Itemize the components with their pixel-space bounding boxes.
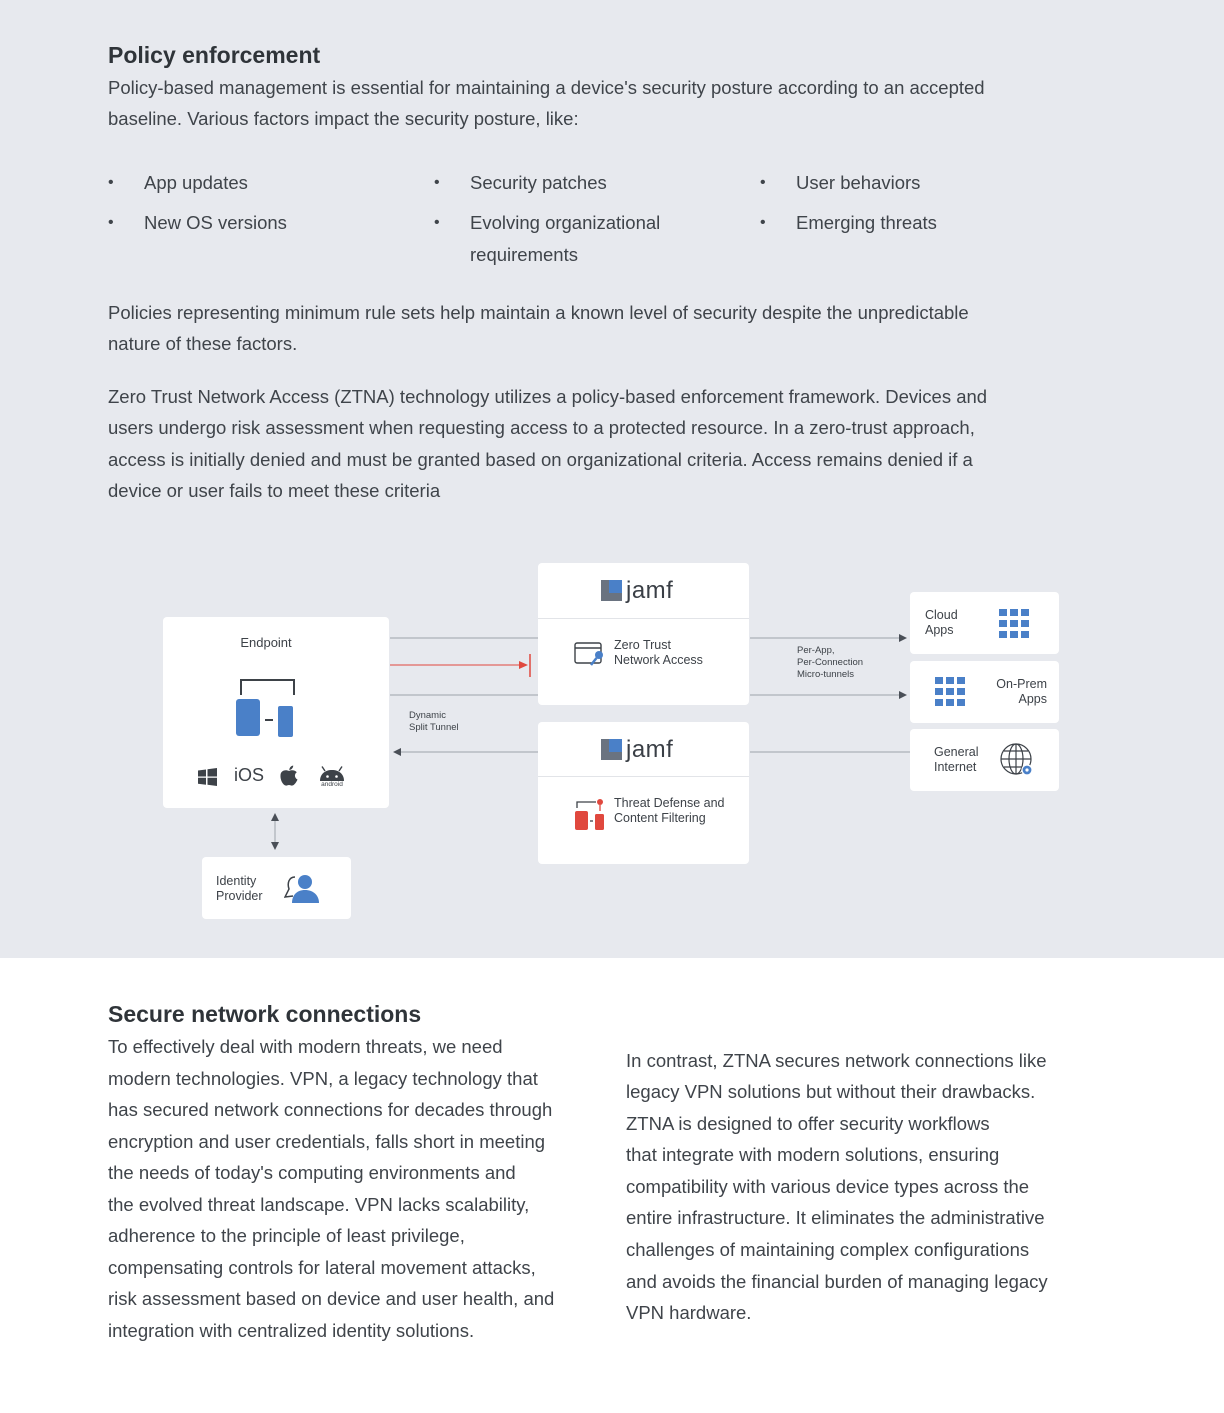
arrow-head-up: [271, 813, 279, 821]
bullet-glyph: •: [434, 214, 440, 231]
endpoint-label: Endpoint: [240, 635, 292, 650]
jamf-logo-icon: [601, 739, 622, 760]
secure-left-line: To effectively deal with modern threats, we need: [108, 1036, 503, 1057]
bullet-glyph: •: [760, 174, 766, 191]
jamf-logo-icon: [601, 580, 622, 601]
secure-left-line: encryption and user credentials, falls short in meeting: [108, 1131, 546, 1152]
jamf-threat-box: [538, 722, 749, 864]
ztna-label-line2: Network Access: [614, 653, 703, 667]
secure-right-line: VPN hardware.: [626, 1302, 752, 1323]
secure-left-line: modern technologies. VPN, a legacy technology that: [108, 1068, 538, 1089]
blocked-connection: [390, 654, 530, 677]
ios-label: iOS: [234, 765, 265, 785]
secure-right-line: challenges of maintaining complex configurations: [626, 1239, 1030, 1260]
bullet-text: User behaviors: [796, 172, 921, 193]
secure-right-line: that integrate with modern solutions, ensuring: [626, 1144, 1000, 1165]
policy-para2-line2: nature of these factors.: [108, 333, 298, 354]
microtunnel-label-line1: Per-App,: [797, 645, 835, 656]
globe-icon: [999, 742, 1035, 778]
secure-heading: Secure network connections: [108, 1001, 422, 1027]
ztna-key-icon: [574, 642, 606, 668]
android-label: android: [321, 781, 343, 788]
threat-label-line2: Content Filtering: [614, 811, 706, 825]
secure-left-line: has secured network connections for decades through: [108, 1099, 553, 1120]
secure-right-line: legacy VPN solutions but without their drawbacks.: [626, 1081, 1036, 1102]
microtunnel-label-line2: Per-Connection: [797, 657, 864, 668]
identity-label-line1: Identity: [216, 874, 257, 888]
ztna-label-line1: Zero Trust: [614, 638, 671, 652]
onprem-apps-box: [910, 661, 1059, 723]
bullet-text-cont: requirements: [470, 244, 578, 265]
secure-left-line: adherence to the principle of least privilege,: [108, 1225, 465, 1246]
cloud-label-line2: Apps: [925, 623, 954, 637]
policy-para3-line4: device or user fails to meet these criteria: [108, 480, 441, 501]
arrow-head-down: [271, 842, 279, 850]
bullet-glyph: •: [108, 214, 114, 231]
bullet-text: Security patches: [470, 172, 607, 193]
cloud-apps-grid-icon: [999, 609, 1031, 641]
bullet-glyph: •: [760, 214, 766, 231]
secure-right-line: and avoids the financial burden of managing legacy: [626, 1271, 1048, 1292]
secure-right-line: entire infrastructure. It eliminates the administrative: [626, 1207, 1045, 1228]
arrow-head-right: [899, 691, 907, 699]
identity-label-line2: Provider: [216, 889, 263, 903]
secure-left-line: risk assessment based on device and user health, and: [108, 1288, 555, 1309]
onprem-label-line2: Apps: [1018, 692, 1047, 706]
secure-left-line: compensating controls for lateral movement attacks,: [108, 1257, 536, 1278]
internet-label-line2: Internet: [934, 760, 977, 774]
internet-label-line1: General: [934, 745, 979, 759]
microtunnel-label-line3: Micro-tunnels: [797, 669, 855, 680]
box-divider: [538, 776, 749, 777]
user-icon: [284, 873, 322, 905]
jamf-ztna-box: [538, 563, 749, 705]
secure-right-line: compatibility with various device types across the: [626, 1176, 1030, 1197]
bullet-glyph: •: [434, 174, 440, 191]
bullet-text: New OS versions: [144, 212, 287, 233]
bullet-text: App updates: [144, 172, 248, 193]
apple-icon: [279, 765, 299, 787]
jamf-brand: jamf: [626, 736, 674, 763]
cloud-apps-box: [910, 592, 1059, 654]
arrow-head-left: [393, 748, 401, 756]
tunnel-label-line2: Split Tunnel: [409, 722, 459, 733]
policy-para3-line1: Zero Trust Network Access (ZTNA) technology utilizes a policy-based enforcement framework. Devices and: [108, 386, 988, 407]
bullet-text: Evolving organizational: [470, 212, 661, 233]
secure-left-line: integration with centralized identity solutions.: [108, 1320, 475, 1341]
secure-right-line: In contrast, ZTNA secures network connections like: [626, 1050, 1047, 1071]
windows-icon: [198, 768, 217, 786]
secure-left-line: the needs of today's computing environments and: [108, 1162, 516, 1183]
cloud-label-line1: Cloud: [925, 608, 958, 622]
policy-heading: Policy enforcement: [108, 42, 321, 68]
policy-para3-line2: users undergo risk assessment when requesting access to a protected resource. In a zero-trust approach,: [108, 417, 975, 438]
threat-label-line1: Threat Defense and: [614, 796, 725, 810]
policy-intro-line2: baseline. Various factors impact the security posture, like:: [108, 108, 579, 129]
arrow-head-right: [899, 634, 907, 642]
policy-para2-line1: Policies representing minimum rule sets help maintain a known level of security despite the unpredictable: [108, 302, 969, 323]
jamf-brand: jamf: [626, 577, 674, 604]
secure-right-line: ZTNA is designed to offer security workflows: [626, 1113, 990, 1134]
policy-para3-line3: access is initially denied and must be granted based on organizational criteria. Access remains denied if a: [108, 449, 973, 470]
box-divider: [538, 618, 749, 619]
tunnel-label-line1: Dynamic: [409, 710, 446, 721]
bullet-text: Emerging threats: [796, 212, 937, 233]
identity-provider-box: [202, 857, 351, 919]
general-internet-box: [910, 729, 1059, 791]
threat-defense-icon: [574, 799, 606, 831]
onprem-label-line1: On-Prem: [996, 677, 1047, 691]
bullet-glyph: •: [108, 174, 114, 191]
secure-left-line: the evolved threat landscape. VPN lacks scalability,: [108, 1194, 530, 1215]
onprem-apps-grid-icon: [935, 677, 967, 709]
endpoint-box: [163, 617, 389, 808]
devices-icon: [233, 677, 299, 741]
policy-intro-line1: Policy-based management is essential for maintaining a device's security posture according to an accepted: [108, 77, 985, 98]
